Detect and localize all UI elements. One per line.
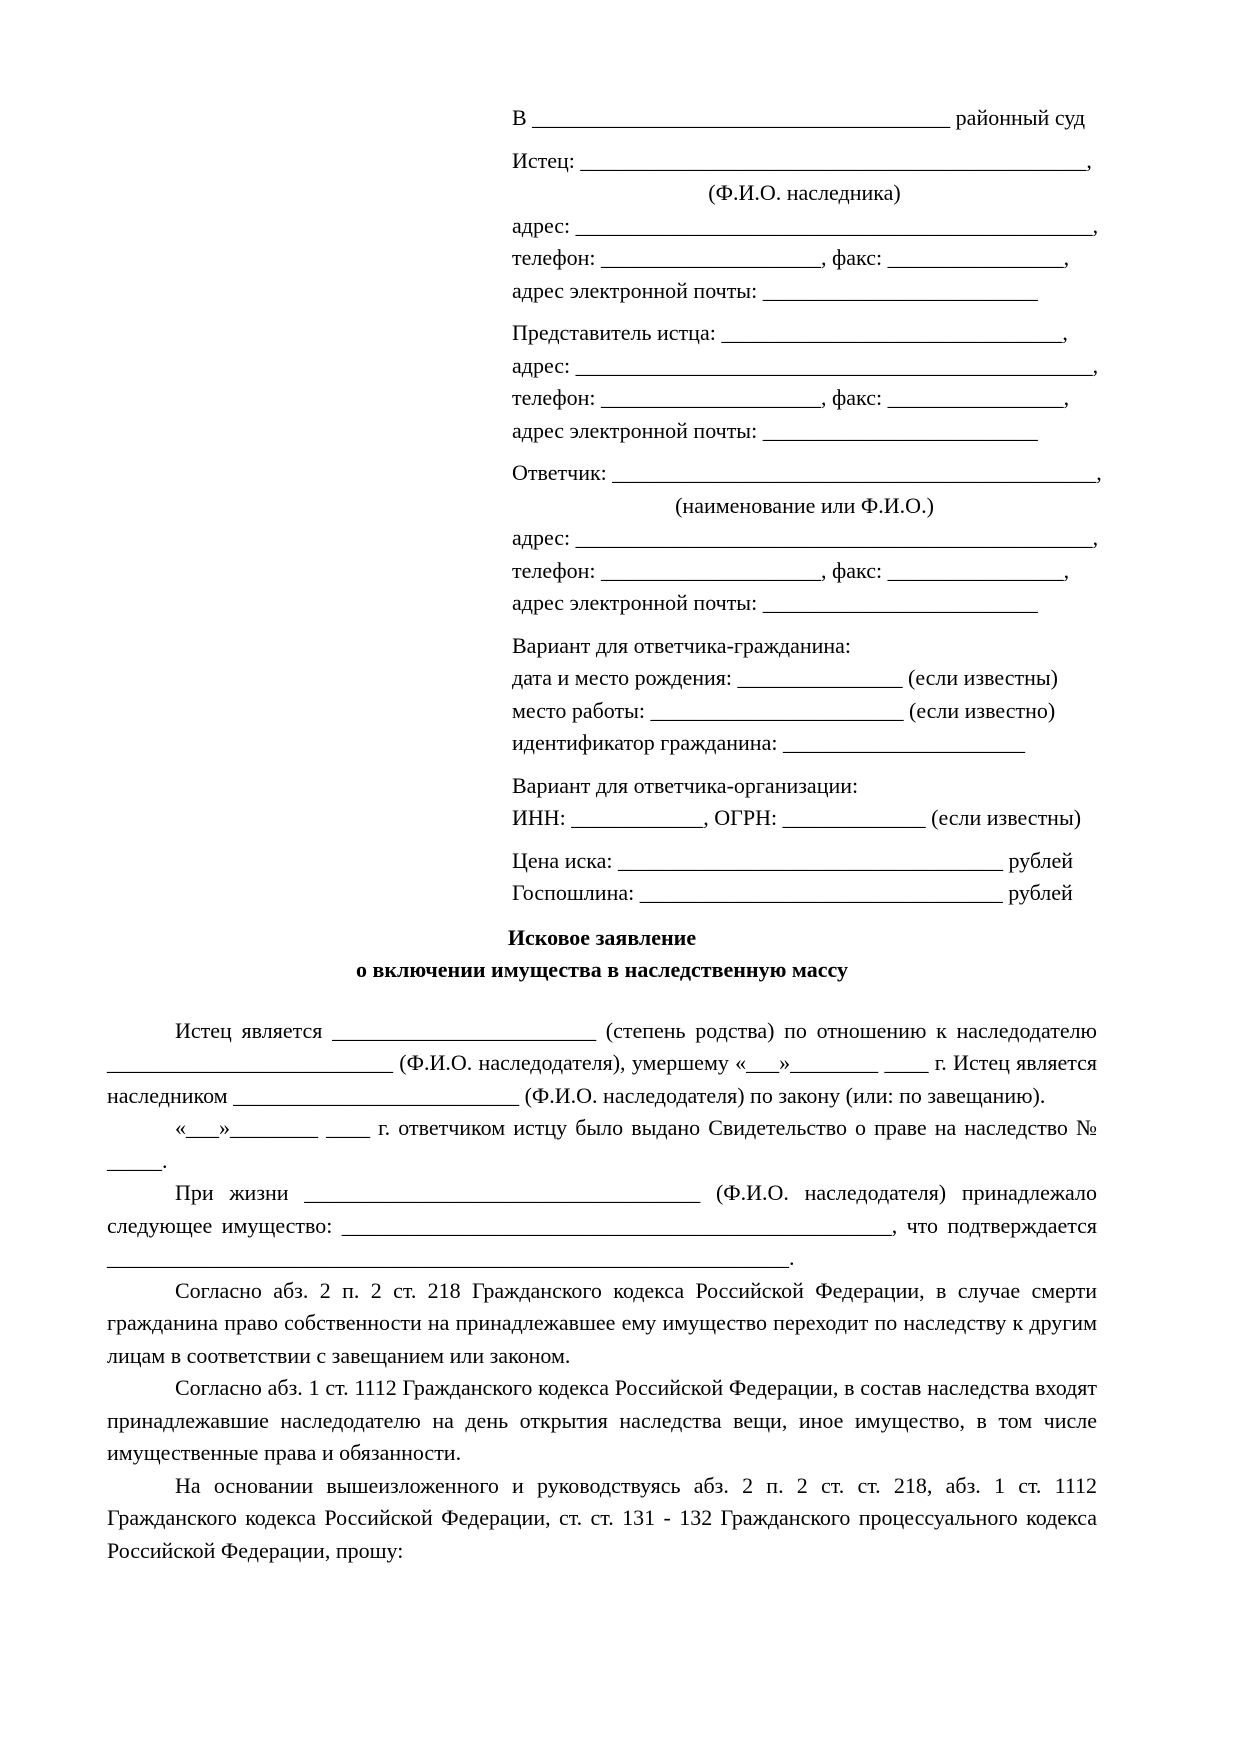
citizen-variant-title: Вариант для ответчика-гражданина: [512,632,852,658]
document-title [107,922,1097,987]
inn-ogrn-line: ИНН: ____________, ОГРН: _____________ (если известны) [512,805,1082,830]
defendant-email-line: адрес электронной почты: _________________________ [512,590,1038,615]
defendant-address-line: адрес: _______________________________________________, [512,525,1099,550]
claim-price-line: Цена иска: ___________________________________ рублей [512,847,1074,873]
plaintiff-name-caption: (Ф.И.О. наследника) [708,180,901,205]
title-line-2: о включении имущества в наследственную массу [355,957,848,982]
price-fee-block [512,845,1097,910]
title-line-1: Исковое заявление [507,924,697,950]
state-fee-line: Госпошлина: _________________________________ рублей [512,880,1073,905]
birth-date-place-line: дата и место рождения: _______________ (если известны) [512,665,1058,690]
plaintiff-email-line: адрес электронной почты: _________________________ [512,277,1038,303]
plaintiff-phone-fax-line: телефон: ____________________, факс: ________________, [512,245,1070,270]
paragraph-certificate: «___»________ ____ г. ответчиком истцу было выдано Свидетельство о праве на наследство № _____. [107,1115,1097,1173]
court-header-block [512,102,1102,910]
plaintiff-block [512,145,1097,308]
plaintiff-address-line: адрес: _______________________________________________, [512,212,1099,238]
defendant-name-line: Ответчик: ____________________________________________, [512,460,1102,485]
representative-phone-fax-line: телефон: ____________________, факс: ________________, [512,385,1070,410]
org-variant-block [512,770,1097,835]
document-body [107,1015,1097,1568]
work-place-line: место работы: _______________________ (если известно) [512,697,1056,723]
defendant-block [512,457,1102,620]
representative-name-line: Представитель истца: _______________________________, [512,320,1068,345]
paragraph-article-1112: Согласно абз. 1 ст. 1112 Гражданского кодекса Российской Федерации, в состав наследства входят принадлежавшие наследодателю на день открытия наследства вещи, иное имущество, в том числе имущественные права и обязанности. [107,1375,1097,1465]
plaintiff-name-line: Истец: ______________________________________________, [512,147,1092,173]
paragraph-article-218: Согласно абз. 2 п. 2 ст. 218 Гражданского кодекса Российской Федерации, в случае смерти гражданина право собственности на принадлежавшее ему имущество переходит по наследству к другим лицам в соответствии с завещанием или законом. [107,1277,1097,1368]
citizen-id-line: идентификатор гражданина: ______________________ [512,730,1025,755]
court-line: В ______________________________________ районный суд [512,105,1086,130]
paragraph-relationship: Истец является ________________________ (степень родства) по отношению к наследодателю __________________________ (Ф.И.О. наследодателя), умершему «___»________ ____ г. Истец является наследником __________________________ (Ф.И.О. наследодателя) по закону (или: по завещанию). [107,1017,1097,1108]
citizen-variant-block [512,630,1097,760]
paragraph-property: При жизни ____________________________________ (Ф.И.О. наследодателя) принадлежало следующее имущество: __________________________________________________, что подтверждается ______________________________________________________________. [107,1180,1097,1270]
representative-block [512,317,1097,447]
defendant-name-caption: (наименование или Ф.И.О.) [675,492,934,518]
representative-email-line: адрес электронной почты: _________________________ [512,417,1038,443]
representative-address-line: адрес: _______________________________________________, [512,352,1099,378]
defendant-phone-fax-line: телефон: ____________________, факс: ________________, [512,557,1070,583]
org-variant-title: Вариант для ответчика-организации: [512,772,859,798]
paragraph-conclusion: На основании вышеизложенного и руководствуясь абз. 2 п. 2 ст. ст. 218, абз. 1 ст. 1112 Гражданского кодекса Российской Федерации, ст. ст. 131 - 132 Гражданского процессуального кодекса Российской Федерации, прошу: [107,1472,1097,1563]
